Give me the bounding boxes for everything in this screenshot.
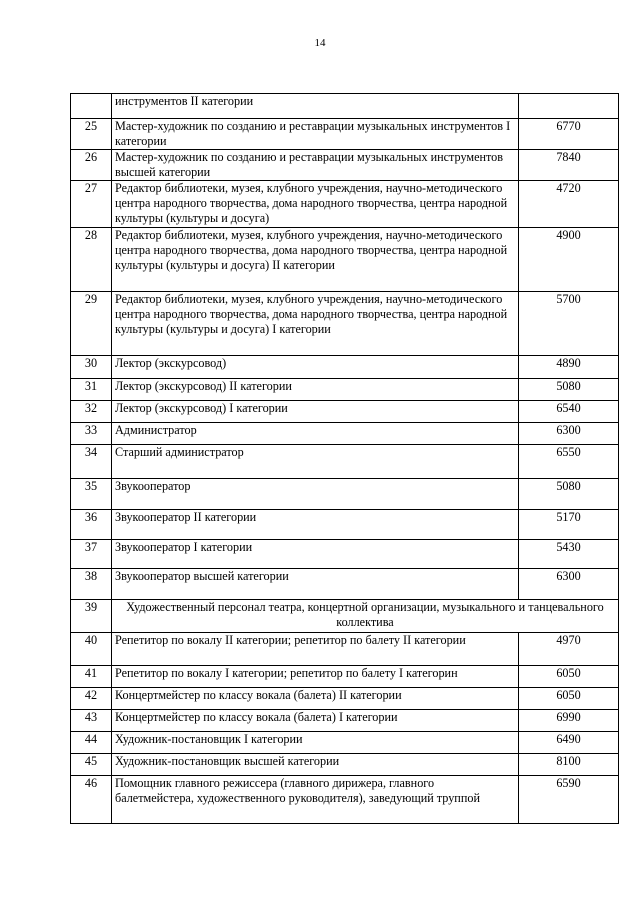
row-number: 38 <box>71 569 112 600</box>
salary-value: 5170 <box>519 510 619 540</box>
position-name: Лектор (экскурсовод) II категории <box>112 379 519 401</box>
table-row <box>71 732 619 754</box>
table-row <box>71 356 619 379</box>
table-row <box>71 150 619 181</box>
row-number: 30 <box>71 356 112 379</box>
table-row <box>71 94 619 119</box>
row-number: 40 <box>71 633 112 666</box>
table-row <box>71 292 619 356</box>
position-name: Концертмейстер по классу вокала (балета) I категории <box>112 710 519 732</box>
table-row <box>71 776 619 824</box>
salary-table <box>70 93 619 824</box>
row-number: 43 <box>71 710 112 732</box>
position-name: Редактор библиотеки, музея, клубного учреждения, научно-методического центра народного творчества, дома народного творчества, центра народной культуры (культуры и досуга) <box>112 181 519 228</box>
salary-value: 4890 <box>519 356 619 379</box>
row-number: 42 <box>71 688 112 710</box>
salary-value: 5430 <box>519 540 619 569</box>
salary-value: 8100 <box>519 754 619 776</box>
table-row <box>71 600 619 633</box>
row-number: 34 <box>71 445 112 479</box>
salary-value: 6300 <box>519 423 619 445</box>
table-row <box>71 633 619 666</box>
position-name: Администратор <box>112 423 519 445</box>
row-number: 28 <box>71 228 112 292</box>
table-row <box>71 445 619 479</box>
salary-value: 6550 <box>519 445 619 479</box>
table-row <box>71 181 619 228</box>
row-number <box>71 94 112 119</box>
position-name: Лектор (экскурсовод) <box>112 356 519 379</box>
row-number: 33 <box>71 423 112 445</box>
table-row <box>71 119 619 150</box>
salary-value: 4970 <box>519 633 619 666</box>
row-number: 46 <box>71 776 112 824</box>
table-row <box>71 688 619 710</box>
position-name: Художник-постановщик I категории <box>112 732 519 754</box>
position-name: Звукооператор II категории <box>112 510 519 540</box>
salary-value: 6590 <box>519 776 619 824</box>
salary-value: 7840 <box>519 150 619 181</box>
section-heading: Художественный персонал театра, концертной организации, музыкального и танцевального коллектива <box>112 600 619 633</box>
position-name: Помощник главного режиссера (главного дирижера, главного балетмейстера, художественного руководителя), заведующий труппой <box>112 776 519 824</box>
row-number: 32 <box>71 401 112 423</box>
position-name: Звукооператор высшей категории <box>112 569 519 600</box>
row-number: 41 <box>71 666 112 688</box>
salary-value: 5080 <box>519 479 619 510</box>
position-name: Старший администратор <box>112 445 519 479</box>
salary-value: 5700 <box>519 292 619 356</box>
row-number: 45 <box>71 754 112 776</box>
salary-value: 6770 <box>519 119 619 150</box>
row-number: 44 <box>71 732 112 754</box>
table-row <box>71 710 619 732</box>
position-name: Концертмейстер по классу вокала (балета) II категории <box>112 688 519 710</box>
row-number: 37 <box>71 540 112 569</box>
row-number: 36 <box>71 510 112 540</box>
page-number: 14 <box>314 37 326 49</box>
position-name: Редактор библиотеки, музея, клубного учреждения, научно-методического центра народного творчества, дома народного творчества, центра народной культуры (культуры и досуга) I категории <box>112 292 519 356</box>
row-number: 25 <box>71 119 112 150</box>
salary-value: 6540 <box>519 401 619 423</box>
salary-value: 6050 <box>519 666 619 688</box>
salary-value: 5080 <box>519 379 619 401</box>
row-number: 26 <box>71 150 112 181</box>
row-number: 31 <box>71 379 112 401</box>
position-name: Звукооператор <box>112 479 519 510</box>
position-name: Лектор (экскурсовод) I категории <box>112 401 519 423</box>
salary-value: 6990 <box>519 710 619 732</box>
table-row <box>71 540 619 569</box>
salary-value: 6490 <box>519 732 619 754</box>
salary-value: 6050 <box>519 688 619 710</box>
table-row <box>71 379 619 401</box>
position-name: Мастер-художник по созданию и реставрации музыкальных инструментов I категории <box>112 119 519 150</box>
position-name: Репетитор по вокалу II категории; репетитор по балету II категории <box>112 633 519 666</box>
row-number: 35 <box>71 479 112 510</box>
salary-value <box>519 94 619 119</box>
table-body <box>71 94 619 824</box>
table-row <box>71 479 619 510</box>
position-name: Мастер-художник по созданию и реставрации музыкальных инструментов высшей категории <box>112 150 519 181</box>
position-name: Звукооператор I категории <box>112 540 519 569</box>
table-row <box>71 510 619 540</box>
position-name: Редактор библиотеки, музея, клубного учреждения, научно-методического центра народного творчества, дома народного творчества, центра народной культуры (культуры и досуга) II категории <box>112 228 519 292</box>
salary-value: 4720 <box>519 181 619 228</box>
position-name: Репетитор по вокалу I категории; репетитор по балету I категорин <box>112 666 519 688</box>
table-row <box>71 754 619 776</box>
table-row <box>71 666 619 688</box>
table-row <box>71 423 619 445</box>
salary-value: 6300 <box>519 569 619 600</box>
position-name: Художник-постановщик высшей категории <box>112 754 519 776</box>
table-row <box>71 228 619 292</box>
row-number: 27 <box>71 181 112 228</box>
table-row <box>71 569 619 600</box>
position-name: инструментов II категории <box>112 94 519 119</box>
table-row <box>71 401 619 423</box>
row-number: 39 <box>71 600 112 633</box>
row-number: 29 <box>71 292 112 356</box>
salary-value: 4900 <box>519 228 619 292</box>
